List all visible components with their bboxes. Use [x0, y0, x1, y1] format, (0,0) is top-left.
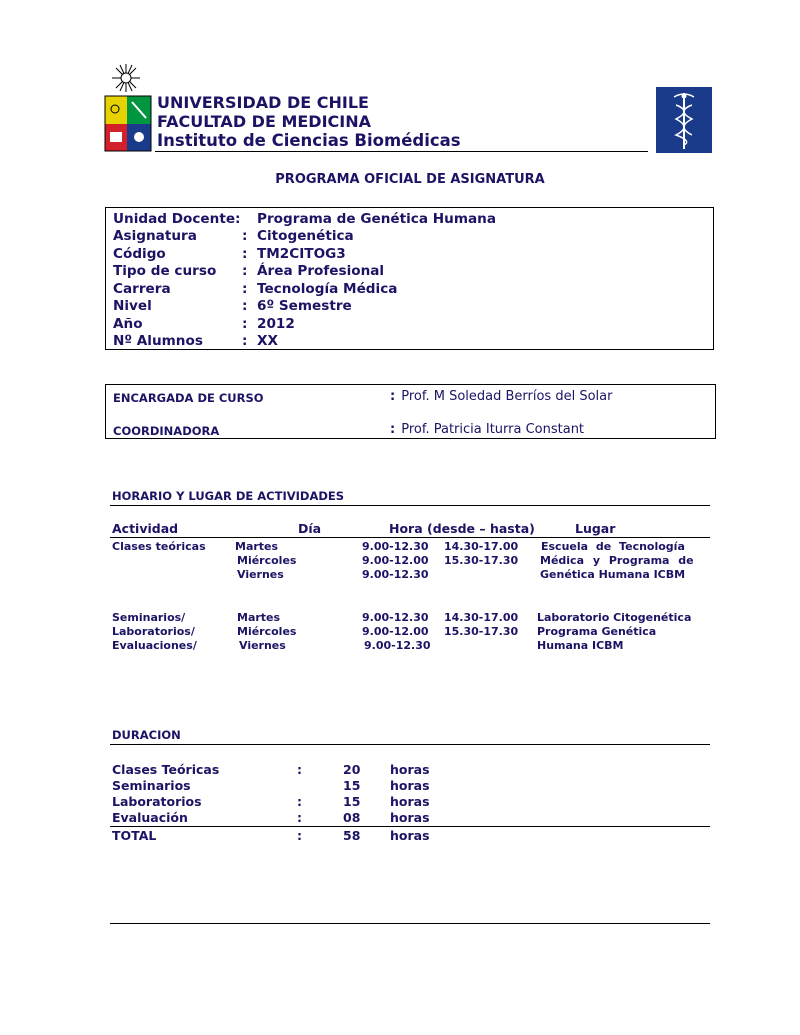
info-value: Tecnología Médica: [257, 280, 398, 297]
info-value: Área Profesional: [257, 263, 385, 279]
info-label: Nivel: [113, 298, 152, 314]
caduceus-icon: [656, 87, 712, 153]
header-divider: [155, 151, 648, 152]
info-colon: :: [242, 315, 248, 332]
info-label: Asignatura: [113, 228, 197, 244]
info-colon: :: [242, 263, 248, 279]
info-label: Carrera: [113, 280, 171, 297]
header-hora: Hora (desde – hasta): [389, 521, 535, 536]
duration-unit: horas: [390, 810, 430, 825]
total-divider: [110, 826, 710, 827]
info-colon: :: [242, 280, 248, 297]
info-value: TM2CITOG3: [257, 245, 346, 262]
duration-value: 20: [343, 762, 361, 777]
encargada-value-row: [390, 389, 612, 404]
table-row-lugar: Médica y Programa de: [540, 554, 694, 567]
table-row-lugar: Humana ICBM: [537, 639, 624, 652]
coordinadora-label: COORDINADORA: [113, 424, 220, 438]
footer-divider: [110, 923, 710, 924]
university-name: UNIVERSIDAD DE CHILE: [157, 93, 369, 112]
table-row-hora2: 14.30-17.00: [444, 611, 519, 624]
info-value: Citogenética: [257, 228, 354, 244]
schedule-title: HORARIO Y LUGAR DE ACTIVIDADES: [112, 489, 345, 503]
faculty-name: FACULTAD DE MEDICINA: [157, 112, 371, 131]
duration-value: 15: [343, 794, 361, 809]
schedule-header-divider: [110, 537, 710, 538]
info-value: Programa de Genética Humana: [257, 211, 497, 227]
duration-colon: :: [297, 810, 302, 825]
info-label: Unidad Docente:: [113, 211, 241, 227]
table-row-actividad: Seminarios/: [112, 611, 186, 624]
colon: :: [390, 422, 396, 437]
total-unit: horas: [390, 828, 430, 843]
info-value: 6º Semestre: [257, 298, 352, 314]
table-row-dia: Martes: [235, 540, 279, 553]
table-row-hora1: 9.00-12.30: [362, 568, 429, 581]
table-row-dia: Miércoles: [237, 625, 297, 638]
duration-label: Evaluación: [112, 810, 188, 825]
header-lugar: Lugar: [575, 521, 616, 536]
info-colon: :: [242, 245, 248, 262]
header-actividad: Actividad: [112, 521, 179, 536]
duration-colon: :: [297, 794, 302, 809]
duration-label: Seminarios: [112, 778, 191, 793]
info-colon: :: [242, 228, 248, 244]
colon: :: [390, 389, 396, 404]
institute-name: Instituto de Ciencias Biomédicas: [157, 131, 461, 150]
encargada-value: Prof. M Soledad Berríos del Solar: [401, 389, 613, 404]
university-crest-icon: [104, 62, 152, 154]
table-row-hora1: 9.00-12.00: [362, 554, 429, 567]
table-row-hora1: 9.00-12.30: [364, 639, 431, 652]
duration-divider: [110, 744, 710, 745]
table-row-hora1: 9.00-12.30: [362, 611, 429, 624]
table-row-lugar: Laboratorio Citogenética: [537, 611, 692, 624]
total-value: 58: [343, 828, 361, 843]
duration-title: DURACION: [112, 728, 181, 742]
schedule-divider: [110, 505, 710, 506]
header-dia: Día: [298, 521, 322, 536]
info-colon: :: [242, 298, 248, 314]
total-colon: :: [297, 828, 302, 843]
staff-box: [105, 384, 716, 439]
program-title: PROGRAMA OFICIAL DE ASIGNATURA: [275, 172, 545, 187]
table-row-lugar: Escuela de Tecnología: [541, 540, 685, 553]
info-label: Nº Alumnos: [113, 333, 203, 349]
duration-label: Laboratorios: [112, 794, 202, 809]
header-text: [157, 93, 461, 150]
duration-value: 08: [343, 810, 361, 825]
duration-unit: horas: [390, 794, 430, 809]
info-value: XX: [257, 333, 278, 349]
coordinadora-value-row: [390, 422, 584, 437]
table-row-actividad: Laboratorios/: [112, 625, 195, 638]
table-row-hora2: 15.30-17.30: [444, 625, 519, 638]
encargada-label: ENCARGADA DE CURSO: [113, 391, 264, 405]
info-label: Año: [113, 315, 143, 332]
duration-value: 15: [343, 778, 361, 793]
course-info-box: [105, 207, 714, 350]
table-row-hora1: 9.00-12.00: [362, 625, 429, 638]
table-row-dia: Martes: [237, 611, 281, 624]
info-value: 2012: [257, 315, 295, 332]
table-row-hora1: 9.00-12.30: [362, 540, 429, 553]
table-row-actividad: Evaluaciones/: [112, 639, 197, 652]
table-row-actividad: Clases teóricas: [112, 540, 206, 553]
coordinadora-value: Prof. Patricia Iturra Constant: [401, 422, 585, 437]
table-row-hora2: 15.30-17.30: [444, 554, 519, 567]
info-label: Tipo de curso: [113, 263, 217, 279]
table-row-hora2: 14.30-17.00: [444, 540, 519, 553]
table-row-dia: Miércoles: [237, 554, 297, 567]
duration-label: Clases Teóricas: [112, 762, 220, 777]
table-row-dia: Viernes: [239, 639, 286, 652]
duration-unit: horas: [390, 778, 430, 793]
table-row-lugar: Programa Genética: [537, 625, 657, 638]
duration-colon: :: [297, 762, 302, 777]
info-colon: :: [242, 333, 248, 349]
info-label: Código: [113, 245, 166, 262]
table-row-dia: Viernes: [237, 568, 284, 581]
table-row-lugar: Genética Humana ICBM: [540, 568, 686, 581]
total-label: TOTAL: [112, 828, 157, 843]
duration-unit: horas: [390, 762, 430, 777]
